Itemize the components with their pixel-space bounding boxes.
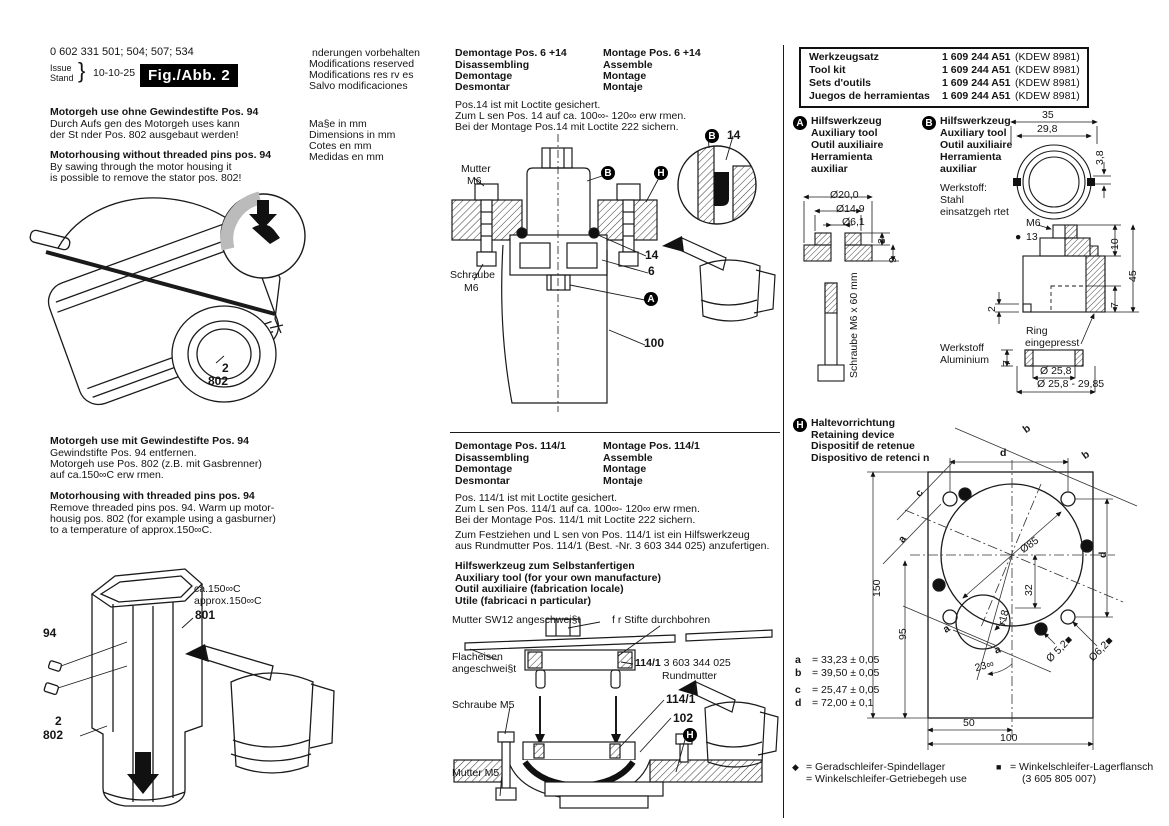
toolkit-code: (KDEW 8981)	[1015, 90, 1080, 102]
toolkit-code: (KDEW 8981)	[1015, 51, 1080, 63]
fig2-pos-801: 801	[195, 608, 216, 622]
gas-burner	[185, 644, 334, 773]
pos-114-label: 114/1	[666, 692, 696, 706]
s1-para: Bei der Montage Pos.14 mit Loctite 222 sichern.	[455, 121, 679, 133]
legend-line: (3 605 805 007)	[1022, 773, 1097, 785]
demontage-header: Disassembling	[455, 452, 530, 464]
dim-a: a	[895, 533, 909, 546]
self-made-tool-drawing	[450, 612, 780, 812]
montage-header: Montage	[603, 70, 647, 82]
figure-badge: Fig./Abb. 2	[140, 64, 238, 87]
section-b-badge: B	[922, 116, 936, 130]
left-en-line: By sawing through the motor housing it	[50, 161, 232, 173]
issue-label: Issue	[50, 63, 72, 73]
werkstoff-line: Werkstoff:	[940, 182, 987, 194]
schraube-label: Schraube	[450, 269, 495, 281]
pos-14-label: 14	[645, 248, 659, 262]
sec-b-line: Herramienta	[940, 151, 1002, 163]
werkstoff2-line: Aluminium	[940, 354, 990, 366]
rundmutter-ordernum: 3 603 344 025	[663, 657, 731, 669]
dim-85: Ø85	[1017, 534, 1042, 556]
sec-a-line: auxiliar	[811, 163, 848, 175]
fig2-pos-2: 2	[55, 714, 62, 728]
dim-2985: Ø 25,8 - 29,85	[1037, 378, 1105, 390]
flacheisen-label: angeschwei§t	[452, 663, 517, 675]
ring-label: eingepresst	[1025, 337, 1080, 349]
arrow-down-icon	[127, 752, 159, 794]
part-numbers: 0 602 331 501; 504; 507; 534	[50, 46, 194, 58]
dim-7b: 7	[1001, 360, 1013, 366]
sec-b-line: Outil auxiliaire	[940, 139, 1013, 151]
montage-header: Montage Pos. 6 +14	[603, 47, 701, 59]
sec-b-line: auxiliar	[940, 163, 977, 175]
abcd-val: = 72,00 ± 0,1	[812, 697, 874, 709]
section-a-badge: A	[793, 116, 807, 130]
callout-a-badge: A	[644, 292, 658, 306]
dim-c: c	[912, 487, 926, 500]
left-en-title-2: Motorhousing with threaded pins pos. 94	[50, 490, 255, 502]
demontage-header: Demontage	[455, 70, 513, 82]
left-en-line: housig pos. 802 (for example using a gasburner)	[50, 513, 276, 525]
dim-62: Ø6,2■	[1086, 634, 1116, 664]
montage-header: Montaje	[603, 475, 643, 487]
abcd-key: b	[795, 667, 802, 679]
rundmutter-pos: 114/1	[635, 657, 661, 669]
werkstoff-line: einsatzgeh rtet	[940, 206, 1009, 218]
montage-header: Montage	[603, 463, 647, 475]
callout-h-badge: H	[654, 166, 668, 180]
issue-date: 10-10-25	[93, 67, 136, 79]
dim-d: d	[1000, 447, 1007, 459]
s2-para: Bei der Montage Pos. 114/1 mit Loctite 222 sichern.	[455, 514, 696, 526]
stifte-label: f r Stifte durchbohren	[612, 614, 711, 626]
dim-d20: Ø20,0	[830, 189, 859, 201]
toolkit-label: Werkzeugsatz	[809, 51, 879, 63]
note-dims: Dimensions in mm	[309, 129, 396, 141]
fig2-pos-802: 802	[43, 728, 64, 742]
demontage-header: Demontage Pos. 114/1	[455, 440, 566, 452]
bolt-label: Schraube M6 x 60 mm	[848, 272, 860, 378]
dim-45: 45	[1127, 270, 1139, 282]
dim-95: 95	[897, 628, 909, 640]
inset-14-label: 14	[727, 128, 741, 142]
left-de-title-2: Motorgeh use mit Gewindestifte Pos. 94	[50, 435, 249, 447]
motor-housing-saw-drawing	[28, 186, 313, 426]
fig2-temp-de: ca.150∞C	[194, 583, 241, 595]
dim-a: a	[940, 622, 953, 636]
ring-front-drawing	[1003, 110, 1115, 222]
sec-a-line: Outil auxiliaire	[811, 139, 884, 151]
montage-header: Assemble	[603, 59, 653, 71]
note-dims: Ma§e in mm	[309, 118, 367, 130]
section-h-badge: H	[793, 418, 807, 432]
dim-32: 32	[1023, 584, 1035, 596]
s1-para: Zum L sen Pos. 14 auf ca. 100∞- 120∞ erw rmen.	[455, 110, 687, 122]
s2-para: Zum L sen Pos. 114/1 auf ca. 100∞- 120∞ erw rmen.	[455, 503, 700, 515]
sec-h-line: Retaining device	[811, 429, 895, 441]
ring-label: Ring	[1026, 325, 1048, 337]
dim-38: 3,8	[1094, 150, 1106, 165]
demontage-header: Demontage	[455, 463, 513, 475]
toolkit-number: 1 609 244 A51	[942, 51, 1011, 63]
abcd-val: = 39,50 ± 0,05	[812, 667, 880, 679]
dim-7: 7	[1109, 302, 1121, 308]
mutter-m5-label: Mutter M5	[452, 767, 500, 779]
toolkit-table	[799, 47, 1089, 108]
mutter-m6-label: M6	[467, 175, 482, 187]
abcd-val: = 25,47 ± 0,05	[812, 684, 880, 696]
dim-23deg: 23∞	[973, 657, 996, 675]
sec-a-line: Auxiliary tool	[811, 127, 878, 139]
toolkit-code: (KDEW 8981)	[1015, 77, 1080, 89]
s1-para: Pos.14 ist mit Loctite gesichert.	[455, 99, 601, 111]
sec-h-line: Dispositif de retenue	[811, 440, 915, 452]
dim-150: 150	[871, 579, 883, 597]
mutter-label: Mutter	[461, 163, 491, 175]
dim-m6: M6	[1026, 217, 1041, 229]
left-de-line: Durch Aufs gen des Motorgeh uses kann	[50, 118, 240, 130]
saw-detail-inset	[221, 194, 305, 278]
note-dims: Medidas en mm	[309, 151, 384, 163]
dim-r18: r18	[996, 608, 1012, 627]
s2-para: aus Rundmutter Pos. 114/1 (Best. -Nr. 3 603 344 025) anzufertigen.	[455, 540, 770, 552]
left-en-line: Remove threaded pins pos. 94. Warm up motor-	[50, 502, 275, 514]
dot-icon: ●	[1015, 231, 1022, 243]
left-de-line: Motorgeh use Pos. 802 (z.B. mit Gasbrenner)	[50, 458, 262, 470]
sec-h-line: Haltevorrichtung	[811, 417, 896, 429]
inset-b-badge: B	[705, 129, 719, 143]
column-divider	[783, 45, 784, 818]
stand-label: Stand	[50, 73, 74, 83]
aux-tool-line: Outil auxiliaire (fabrication locale)	[455, 583, 624, 595]
retaining-device-drawing	[845, 422, 1169, 754]
dim-2: 2	[986, 306, 998, 312]
note-dims: Cotes en mm	[309, 140, 372, 152]
sec-b-line: Auxiliary tool	[940, 127, 1007, 139]
montage-header: Montaje	[603, 81, 643, 93]
dim-d-right: d	[1097, 551, 1109, 558]
abcd-key: d	[795, 697, 802, 709]
abcd-key: a	[795, 654, 801, 666]
note-mods: Salvo modificaciones	[309, 80, 408, 92]
pos-6-label: 6	[648, 264, 655, 278]
seal-detail-inset	[698, 146, 757, 224]
dim-258: Ø 25,8	[1040, 365, 1072, 377]
werkstoff2-line: Werkstoff	[940, 342, 984, 354]
schraube-m5-label: Schraube M5	[452, 699, 515, 711]
montage-header: Montage Pos. 114/1	[603, 440, 700, 452]
dim-50: 50	[963, 717, 975, 729]
section-divider	[450, 432, 780, 433]
fig2-pos-94: 94	[43, 626, 57, 640]
left-en-title-1: Motorhousing without threaded pins pos. 94	[50, 149, 272, 161]
dim-100: 100	[1000, 732, 1018, 744]
pos-102-label: 102	[673, 711, 694, 725]
aux-tool-line: Hilfswerkzeug zum Selbstanfertigen	[455, 560, 635, 572]
legend-line: = Geradschleifer-Spindellager	[806, 761, 946, 773]
rundmutter-number	[635, 658, 731, 670]
abcd-val: = 33,23 ± 0,05	[812, 654, 880, 666]
left-en-line: is possible to remove the stator pos. 802!	[50, 172, 242, 184]
montage-header: Assemble	[603, 452, 653, 464]
demontage-header: Disassembling	[455, 59, 530, 71]
note-mods: Modifications reserved	[309, 58, 415, 70]
sec-h-line: Dispositivo de retenci n	[811, 452, 930, 464]
fig1-pos-802: 802	[208, 374, 229, 388]
schraube-m6-label: M6	[464, 282, 479, 294]
s2-para: Zum Festziehen und L sen von Pos. 114/1 ist ein Hilfswerkzeug	[455, 529, 750, 541]
left-de-line: Gewindstifte Pos. 94 entfernen.	[50, 447, 197, 459]
dim-h3: 3	[876, 238, 888, 244]
flacheisen-label: Flacheisen	[452, 651, 503, 663]
toolkit-label: Juegos de herramientas	[809, 90, 930, 102]
dim-h9: 9	[887, 257, 899, 263]
rundmutter-label: Rundmutter	[662, 670, 717, 682]
left-de-line: auf ca.150∞C erw rmen.	[50, 469, 164, 481]
callout-h-badge: H	[683, 728, 697, 742]
left-de-title-1: Motorgeh use ohne Gewindestifte Pos. 94	[50, 106, 259, 118]
aux-tool-line: Utile (fabricaci n particular)	[455, 595, 591, 607]
dim-10: 10	[1109, 238, 1121, 250]
dim-d149: Ø14,9	[836, 203, 865, 215]
dim-13: 13	[1026, 231, 1038, 243]
sec-a-line: Hilfswerkzeug	[811, 115, 882, 127]
sec-b-line: Hilfswerkzeug	[940, 115, 1011, 127]
demontage-header: Desmontar	[455, 81, 510, 93]
note-mods: Modifications res rv es	[309, 69, 414, 81]
toolkit-label: Sets d'outils	[809, 77, 872, 89]
fig1-pos-2: 2	[222, 361, 229, 375]
toolkit-number: 1 609 244 A51	[942, 90, 1011, 102]
dim-a: a	[993, 643, 1003, 657]
dim-298: 29,8	[1037, 123, 1058, 135]
dim-52: Ø 5,2■	[1043, 633, 1076, 665]
housing-gasburner-drawing	[35, 556, 335, 814]
demontage-header: Demontage Pos. 6 +14	[455, 47, 567, 59]
left-en-line: to a temperature of approx.150∞C.	[50, 524, 213, 536]
toolkit-number: 1 609 244 A51	[942, 77, 1011, 89]
demontage-header: Desmontar	[455, 475, 510, 487]
legend-line: = Winkelschleifer-Getriebegeh use	[806, 773, 967, 785]
pos-100-label: 100	[644, 336, 665, 350]
aux-tool-line: Auxiliary tool (for your own manufacture)	[455, 572, 661, 584]
square-icon: ■	[996, 762, 1002, 772]
sec-a-line: Herramienta	[811, 151, 873, 163]
note-mods: nderungen vorbehalten	[312, 47, 421, 59]
werkstoff-line: Stahl	[940, 194, 964, 206]
gas-burner	[662, 236, 775, 321]
callout-b-badge: B	[601, 166, 615, 180]
brace-glyph: }	[78, 58, 86, 83]
dim-b: b	[1079, 448, 1092, 462]
mutter-sw12-label: Mutter SW12 angeschwei§t	[452, 614, 581, 626]
legend-line: = Winkelschleifer-Lagerflansch	[1010, 761, 1154, 773]
fig2-temp-en: approx.150∞C	[194, 595, 262, 607]
dim-d61: Ø6,1	[842, 216, 865, 228]
toolkit-label: Tool kit	[809, 64, 846, 76]
diamond-icon: ◆	[792, 762, 799, 772]
toolkit-code: (KDEW 8981)	[1015, 64, 1080, 76]
dim-35: 35	[1042, 109, 1054, 121]
dim-b: b	[1020, 422, 1033, 436]
toolkit-number: 1 609 244 A51	[942, 64, 1011, 76]
left-de-line: der St nder Pos. 802 ausgebaut werden!	[50, 129, 239, 141]
spindle-assembly-drawing	[450, 128, 780, 420]
s2-para: Pos. 114/1 ist mit Loctite gesichert.	[455, 492, 618, 504]
abcd-key: c	[795, 684, 801, 696]
